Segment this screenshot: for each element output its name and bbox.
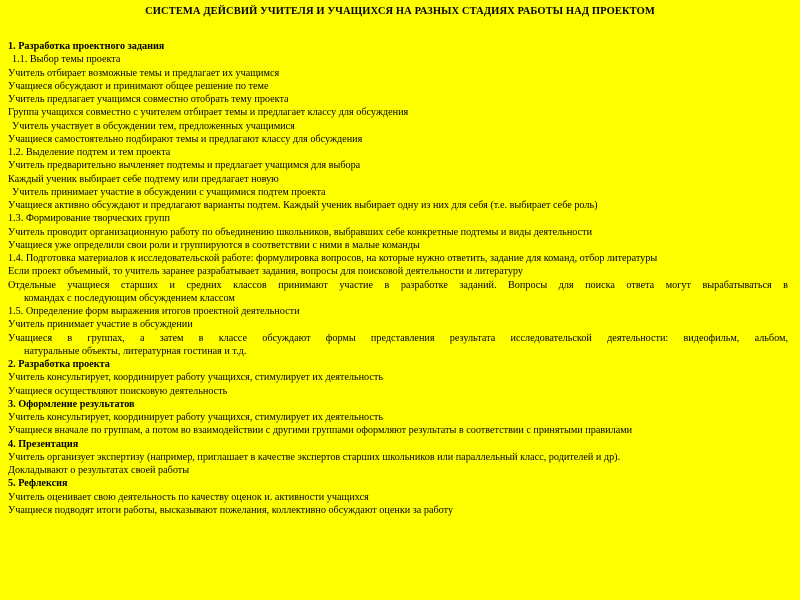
text-line: Учащиеся активно обсуждают и предлагают варианты подтем. Каждый ученик выбирает одну из них для себя (т.е. выбирает себе роль) bbox=[8, 200, 598, 211]
subsection-heading-1-4: 1.4. Подготовка материалов к исследовательской работе: формулировка вопросов, на которые нужно ответить, задание для команд, отбор литературы bbox=[8, 253, 658, 264]
subsection-heading-1-3: 1.3. Формирование творческих групп bbox=[8, 213, 170, 225]
subsection-heading-1-5: 1.5. Определение форм выражения итогов проектной деятельности bbox=[8, 306, 300, 317]
text-line: Учитель отбирает возможные темы и предлагает их учащимся bbox=[8, 67, 280, 79]
text-line: Учитель принимает участие в обсуждении bbox=[8, 319, 193, 331]
section-heading-1: 1. Разработка проектного задания bbox=[8, 41, 165, 52]
subsection-heading-1-2: 1.2. Выделение подтем и тем проекта bbox=[8, 147, 171, 158]
text-line: Учащиеся обсуждают и принимают общее решение по теме bbox=[8, 80, 269, 92]
text-line: Учащиеся подводят итоги работы, высказывают пожелания, коллективно обсуждают оценки за работу bbox=[8, 504, 454, 516]
subsection-heading-1-1: 1.1. Выбор темы проекта bbox=[12, 54, 121, 66]
text-line: Учитель консультирует, координирует работу учащихся, стимулирует их деятельность bbox=[8, 372, 384, 384]
text-line-continuation: натуральные объекты, литературная гостиная и т.д. bbox=[24, 345, 247, 357]
text-paragraph bbox=[8, 332, 788, 359]
text-line: Учитель участвует в обсуждении тем, предложенных учащимися bbox=[12, 120, 295, 132]
section-heading-2: 2. Разработка проекта bbox=[8, 359, 110, 370]
text-line: Каждый ученик выбирает себе подтему или предлагает новую bbox=[8, 173, 279, 185]
text-line: Учащиеся в группах, а затем в классе обсуждают формы представления результата исследовательской деятельности: видеофильм, альбом, bbox=[8, 332, 788, 344]
text-line: Учитель консультирует, координирует работу учащихся, стимулирует их деятельность bbox=[8, 412, 384, 423]
section-heading-4: 4. Презентация bbox=[8, 438, 79, 450]
text-line: Учитель проводит организационную работу по объединению школьников, выбравших себе конкретные подтемы и виды деятельности bbox=[8, 226, 593, 238]
text-line-continuation: командах с последующим обсуждением классом bbox=[24, 292, 235, 304]
text-line: Учащиеся осуществляют поисковую деятельность bbox=[8, 385, 228, 397]
text-line: Учащиеся самостоятельно подбирают темы и предлагают классу для обсуждения bbox=[8, 133, 363, 145]
text-line: Учащиеся вначале по группам, а потом во взаимодействии с другими группами оформляют результаты в соответствии с принятыми правилами bbox=[8, 425, 633, 437]
document-body bbox=[8, 40, 788, 517]
text-line: Учащиеся уже определили свои роли и группируются в соответствии с ними в малые команды bbox=[8, 239, 420, 251]
section-heading-5: 5. Рефлексия bbox=[8, 478, 68, 490]
text-line: Учитель принимает участие в обсуждении с учащимися подтем проекта bbox=[12, 186, 326, 198]
text-line: Учитель оценивает свою деятельность по качеству оценок и. активности учащихся bbox=[8, 491, 369, 503]
text-line: Группа учащихся совместно с учителем отбирает темы и предлагает классу для обсуждения bbox=[8, 107, 409, 119]
text-line: Учитель организует экспертизу (например, приглашает в качестве экспертов старших школьников или параллельный класс, родителей и др). bbox=[8, 451, 621, 463]
text-line: Учитель предварительно вычленяет подтемы и предлагает учащимся для выбора bbox=[8, 160, 361, 172]
page-title: СИСТЕМА ДЕЙСВИЙ УЧИТЕЛЯ И УЧАЩИХСЯ НА РАЗНЫХ СТАДИЯХ РАБОТЫ НАД ПРОЕКТОМ bbox=[145, 6, 655, 17]
text-line: Если проект объемный, то учитель заранее разрабатывает задания, вопросы для поисковой деятельности и литературу bbox=[8, 266, 523, 278]
text-line: Докладывают о результатах своей работы bbox=[8, 465, 190, 476]
text-line: Отдельные учащиеся старших и средних классов принимают участие в разработке заданий. Вопросы для поиска ответа могут вырабатываться в bbox=[8, 279, 788, 291]
text-paragraph bbox=[8, 279, 788, 306]
text-line: Учитель предлагает учащимся совместно отобрать тему проекта bbox=[8, 94, 289, 105]
section-heading-3: 3. Оформление результатов bbox=[8, 398, 135, 410]
